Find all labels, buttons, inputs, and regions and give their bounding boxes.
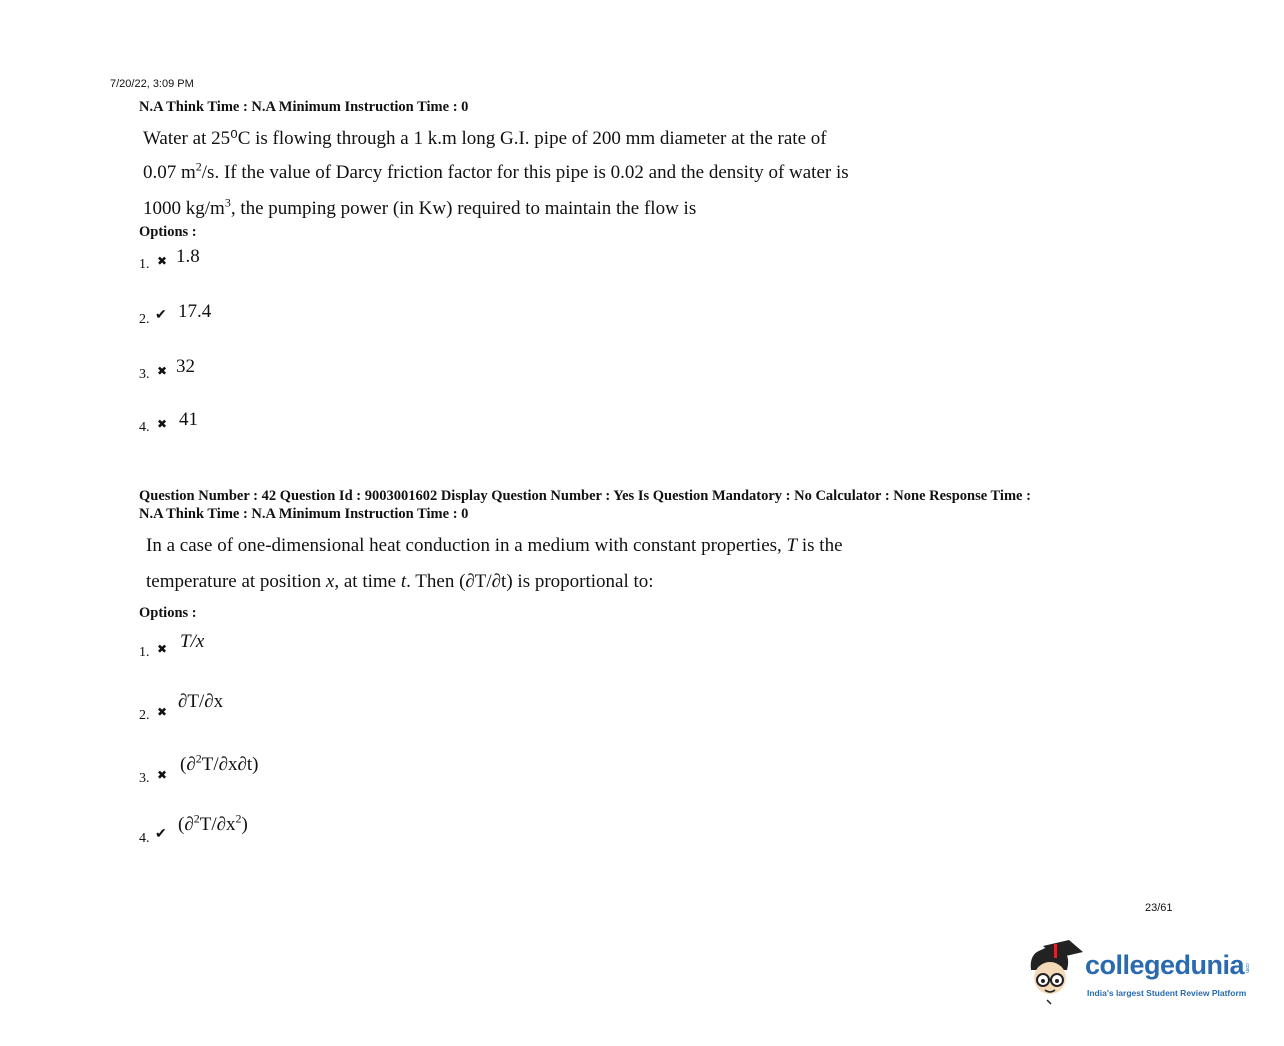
mascot-icon: [1025, 940, 1085, 1006]
q1-option-4-value: 41: [179, 409, 198, 430]
cross-icon: ✖: [157, 254, 168, 268]
q2-text-line1: In a case of one-dimensional heat conduction in a medium with constant properties, T is the: [146, 535, 843, 556]
q1-text-line1: Water at 25⁰C is flowing through a 1 k.m long G.I. pipe of 200 mm diameter at the rate of: [143, 128, 827, 149]
page-number: 23/61: [1145, 902, 1173, 914]
q1-option-1-number: 1.: [139, 257, 150, 272]
cross-icon: ✖: [157, 642, 168, 656]
q2-text-line2: temperature at position x, at time t. Then (∂T/∂t) is proportional to:: [146, 571, 654, 592]
logo-com-suffix: .com: [1244, 962, 1250, 973]
q1-text-line3: 1000 $kg/m^3$, the pumping power (in Kw) required to maintain the flow is: [143, 195, 697, 219]
collegedunia-mascot-logo: [1025, 940, 1085, 1006]
q1-option-2-value: 17.4: [178, 301, 212, 322]
q2-option-2-number: 2.: [139, 708, 150, 723]
print-timestamp: 7/20/22, 3:09 PM: [110, 78, 194, 90]
check-icon: ✔: [155, 306, 167, 322]
q2-meta-line1: Question Number : 42 Question Id : 9003001602 Display Question Number : Yes Is Question Mandatory : No Calculator : None Response Time :: [139, 488, 1031, 504]
collegedunia-wordmark: collegedunia: [1085, 950, 1245, 980]
q2-option-4-number: 4.: [139, 831, 150, 846]
q1-text-line2: 0.07 $m^2/s$. If the value of Darcy friction factor for this pipe is 0.02 and the density of water is: [143, 159, 849, 183]
q2-option-3-value: (∂$^2$T/∂x∂t): [180, 751, 259, 775]
q1-meta-line: N.A Think Time : N.A Minimum Instruction Time : 0: [139, 99, 469, 115]
logo-tagline: India's largest Student Review Platform: [1087, 988, 1247, 998]
q1-option-2-number: 2.: [139, 312, 150, 327]
q2-meta-line2: N.A Think Time : N.A Minimum Instruction Time : 0: [139, 506, 469, 522]
q2-option-1-number: 1.: [139, 645, 150, 660]
q2-option-2-value: ∂T/∂x: [178, 691, 224, 712]
cross-icon: ✖: [157, 417, 168, 431]
q1-option-3-number: 3.: [139, 367, 150, 382]
q1-option-1-value: 1.8: [176, 246, 200, 267]
cross-icon: ✖: [157, 768, 168, 782]
cross-icon: ✖: [157, 705, 168, 719]
q2-option-3-number: 3.: [139, 771, 150, 786]
q1-option-4-number: 4.: [139, 420, 150, 435]
q2-options-label: Options :: [139, 605, 197, 621]
cross-icon: ✖: [157, 364, 168, 378]
q2-option-4-value: $(\partial^2T/\partial x^2)$: [178, 811, 248, 835]
q2-option-1-value: T/x: [180, 631, 205, 652]
q1-option-3-value: 32: [176, 356, 195, 377]
q1-options-label: Options :: [139, 224, 197, 240]
check-icon: ✔: [155, 825, 167, 841]
